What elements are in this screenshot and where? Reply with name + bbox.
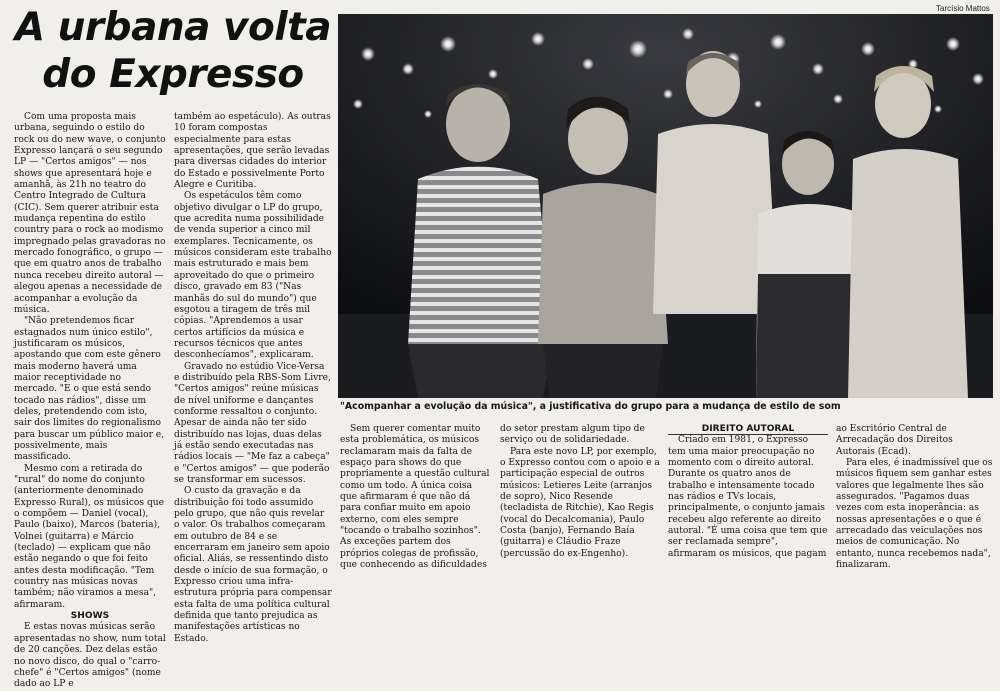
paragraph: Para eles, é inadmissível que os músicos fiquem sem ganhar estes valores que legalmente lhes são assegurados. "Pagamos duas vezes com esta inoperância: as nossas apresentações e o que é arrecadado das veiculações nos meios de comunicação. No entanto, nunca recebemos nada", finalizaram. — [836, 458, 993, 571]
paragraph: ao Escritório Central de Arrecadação dos Direitos Autorais (Ecad). — [836, 424, 953, 457]
section-subhead: SHOWS — [70, 611, 110, 622]
headline: A urbana volta do Expresso — [14, 5, 332, 97]
caption-quote: "Acompanhar a evolução da música" — [340, 401, 533, 412]
photo-caption — [340, 401, 990, 413]
paragraph: também ao espetáculo). As outras 10 foram compostas especialmente para estas apresentações, que serão levadas para diversas cidades do interior do Estado e possivelmente Porto Alegre e Curitiba. — [174, 112, 331, 191]
paragraph: Criado em 1981, o Expresso tem uma maior preocupação no momento com o direito autoral. Durante os quatro anos de trabalho e intensamente tocado nas rádios e TVs locais, principalmente, o conjunto jamais recebeu algo referente ao direito autoral. "É uma coisa que tem que ser reclamada sempre", afirmaram os músicos, que pagam — [668, 435, 828, 559]
paragraph: Sem querer comentar muito esta problemática, os músicos reclamaram mais da falta de espaço para shows do que propriamente a questão cultural como um todo. A única coisa que afirmaram é que não dá para confiar muito em apoio externo, com eles sempre "tocando o trabalho sozinhos". As exceções partem dos próprios colegas de profissão, que conhecendo as dificuldades — [340, 424, 490, 571]
column-rule — [668, 434, 828, 435]
article-column-4 — [500, 424, 660, 560]
paragraph: Os espetáculos têm como objetivo divulgar o LP do grupo, que acredita numa possibilidade de venda superior a cinco mil exemplares. Tecnicamente, os músicos consideram este trabalho mais estruturado e mais bem aproveitado do que o primeiro disco, gravado em 83 ("Nas manhãs do sul do mundo") que esgotou a tiragem de três mil cópias. "Aprendemos a usar certos artifícios da música e recursos técnicos que antes desconhecíamos", explicaram. — [174, 191, 332, 361]
paragraph: do setor prestam algum tipo de serviço ou de solidariedade. — [500, 424, 645, 446]
band-photo — [338, 14, 993, 398]
paragraph: Para este novo LP, por exemplo, o Expresso contou com o apoio e a participação especial de outros músicos: Letieres Leite (arranjos de sopro), Nico Resende (tecladista de Ritchie), Kao Regis (vocal do Decalcomania), Paulo Costa (banjo), Fernando Baía (guitarra) e Cláudio Fraze (percussão do ex-Engenho). — [500, 446, 660, 559]
paragraph: O custo da gravação e da distribuição foi todo assumido pelo grupo, que não quis revelar o valor. Os trabalhos começaram em outubro de 84 e se encerraram em janeiro sem apoio oficial. Aliás, se ressentindo disto desde o início de sua formação, o Expresso criou uma infra-estrutura própria para compensar esta falta de uma política cultural definida que tanto prejudica as manifestações artísticas no Estado. — [174, 486, 332, 644]
caption-text: , a justificativa do grupo para a mudança de estilo de som — [532, 401, 841, 412]
band-photo-image — [338, 14, 993, 398]
paragraph: "Não pretendemos ficar estagnados num único estilo", justificaram os músicos, apostando que com este gênero mais moderno haverá uma maior receptividade no mercado. "E o que está sendo tocado nas rádios", disse um deles, pretendendo com isto, sair dos limites do regionalismo para buscar um público maior e, possivelmente, mais massificado. — [14, 316, 165, 463]
paragraph: E estas novas músicas serão apresentadas no show, num total de 20 canções. Dez delas estão no novo disco, do qual o "carro-chefe" é "Certos amigos" (nome dado ao LP e — [14, 622, 166, 690]
paragraph: Mesmo com a retirada do "rural" do nome do conjunto (anteriormente denominado Expresso Rural), os músicos que o compõem — Daniel (vocal), Paulo (baixo), Marcos (bateria), Volnei (guitarra) e Márcio (teclado) — explicam que não estão negando o que foi feito antes desta modificação. "Tem country nas músicas novas também; não viramos a mesa", afirmaram. — [14, 463, 164, 610]
section-subhead: DIREITO AUTORAL — [701, 424, 795, 434]
article-column-5 — [668, 424, 828, 560]
photo-credit: Tarcísio Mattos — [936, 4, 990, 13]
article-column-3 — [340, 424, 490, 571]
paragraph: Com uma proposta mais urbana, seguindo o estilo do rock ou do new wave, o conjunto Expresso lançará o seu segundo LP — "Certos amigos" — nos shows que apresentará hoje e amanhã, às 21h no teatro do Centro Integrado de Cultura (CIC). Sem querer atribuir esta mudança repentina do estilo country para o rock ao modismo impregnado pelas gravadoras no mercado fonográfico, o grupo — que em quatro anos de trabalho nunca recebeu direito autoral — alegou apenas a necessidade de acompanhar a evolução da música. — [14, 112, 166, 315]
article-column-2 — [174, 112, 332, 645]
article-column-1 — [14, 112, 166, 691]
article-column-6 — [836, 424, 994, 571]
paragraph: Gravado no estúdio Vice-Versa e distribuído pela RBS-Som Livre, "Certos amigos" reúne músicas de nível uniforme e dançantes conforme ressaltou o conjunto. Apesar de ainda não ter sido distribuído nas lojas, duas delas já estão sendo executadas nas rádios locais — "Me faz a cabeça" e "Certos amigos" — que poderão se transformar em sucessos. — [174, 361, 331, 485]
